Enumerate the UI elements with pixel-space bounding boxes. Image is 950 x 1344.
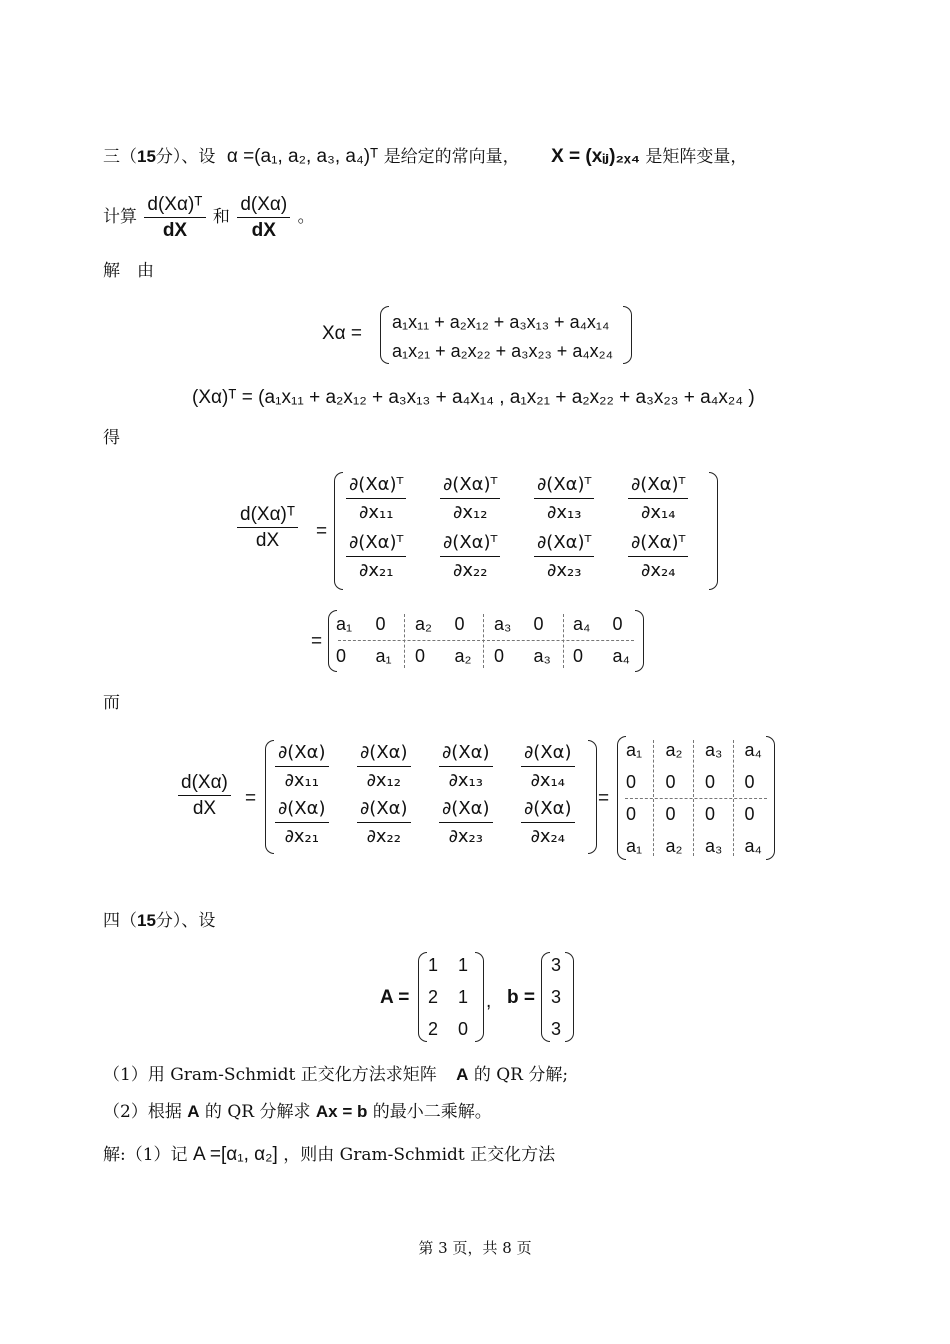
deriv2-result-matrix <box>617 736 775 860</box>
vector-entry: 3 <box>551 955 562 975</box>
deriv2-lhs: $\frac{d(X\alpha)}{dX}$ <box>176 773 233 818</box>
Xalpha-transpose: (Xα)ᵀ = (a₁x₁₁ + a₂x₁₂ + a₃x₁₃ + a₄x₁₄ , a₁x₂₁ + a₂x₂₂ + a₃x₂₃ + a₄x₂₄ ) <box>192 387 755 408</box>
partial-derivative: $\frac{\text{∂(Xα)ᵀ}}{\text{∂x₂₃}}$ <box>532 532 596 581</box>
matrix-entry: 0 <box>336 646 347 666</box>
matrix-entry: 0 <box>744 772 755 792</box>
partial-derivative: $\frac{\partial(X\alpha)}{\text{∂x₁₄}}$ <box>519 742 577 791</box>
matrix-entry: 1 <box>428 955 439 975</box>
problem4-statement: 四（15分）、设 <box>103 911 216 931</box>
matrix-entry: 0 <box>458 1019 469 1039</box>
matrix-entry: 2 <box>428 987 439 1007</box>
problem3-compute: 计算 $\frac{\text{d(Xα)ᵀ}}{dX}$ 和 $\frac{d(X\alpha)}{dX}$ 。 <box>103 194 315 241</box>
deriv1-result-matrix <box>328 610 644 672</box>
Xalpha-label: Xα = <box>322 323 363 344</box>
problem4-solution-intro: 解:（1）记 A =[α₁, α₂] ，则由 Gram-Schmidt 正交化方法 <box>103 1144 556 1165</box>
partial-derivative: $\frac{\text{∂(Xα)ᵀ}}{\text{∂x₁₂}}$ <box>438 474 502 523</box>
partial-derivative: $\frac{\partial(X\alpha)}{\text{∂x₂₃}}$ <box>437 798 495 847</box>
matrix-entry: a₁ <box>375 646 392 666</box>
matrix-entry: 1 <box>458 987 469 1007</box>
matrix-entry: 0 <box>573 646 584 666</box>
matrix-entry: 0 <box>454 614 465 634</box>
A-label: A = <box>380 987 410 1008</box>
matrix-entry: a₃ <box>705 740 723 760</box>
matrix-entry: a₁ <box>626 836 643 856</box>
matrix-entry: 0 <box>744 804 755 824</box>
partial-derivative: $\frac{\partial(X\alpha)}{\text{∂x₁₂}}$ <box>355 742 413 791</box>
matrix-entry: a₃ <box>494 614 512 634</box>
fraction-dXaT-dX: $\frac{\text{d(Xα)ᵀ}}{dX}$ <box>144 195 205 240</box>
matrix-entry: 0 <box>626 804 637 824</box>
matrix-entry: 0 <box>665 804 676 824</box>
partial-derivative: $\frac{\partial(X\alpha)}{\text{∂x₁₁}}$ <box>273 742 331 791</box>
matrix-entry: a₄ <box>612 646 630 666</box>
Xalpha-matrix: a₁x₁₁ + a₂x₁₂ + a₃x₁₃ + a₄x₁₄ a₁x₂₁ + a₂x₂₂ + a₃x₂₃ + a₄x₂₄ <box>380 306 632 364</box>
partial-derivative: $\frac{\text{∂(Xα)ᵀ}}{\text{∂x₂₁}}$ <box>344 532 408 581</box>
matrix-entry: 2 <box>428 1019 439 1039</box>
vector-entry: 3 <box>551 987 562 1007</box>
document-page: 三（15分）、设 α =(a₁, a₂, a₃, a₄)ᵀ 是给定的常向量， X = (xᵢⱼ)₂ₓ₄ 是矩阵变量， 计算 $\frac{\text{d(Xα)ᵀ}}{dX}$ 和 $\frac{d(X\alpha)}{dX}$ 。 解 由 Xα = a₁x₁₁ + a₂x₁₂ + a₃x₁₃ + a₄x₁₄ a₁x₂₁ + a₂x₂₂ + a₃x₂₃ + a₄x₂₄ (Xα)ᵀ = (a₁x₁₁ + a₂x₁₂ + a₃x₁₃ + a₄x₁₄ , a₁x₂₁ + a₂x₂₂ + a₃x₂₃ + a₄x₂₄ ) 得 $\frac{\text{d(Xα)ᵀ}}{dX}$ = $\frac{\text{∂(Xα)ᵀ}}{\text{∂x₁₁}}$ $\frac{\text{∂(Xα)ᵀ}}{\text{∂x₁₂}}$ $\frac{\text{∂(Xα)ᵀ}}{\text{∂x₁₃}}$ $\frac{\text{∂(Xα)ᵀ}}{\text{∂x₁₄}}$ $\frac{\text{∂(Xα)ᵀ}}{\text{∂x₂₁}}$ $\frac{\text{∂(Xα)ᵀ}}{\text{∂x₂₂}}$ $\frac{\text{∂(Xα)ᵀ}}{\text{∂x₂₃}}$ $\frac{\text{∂(Xα)ᵀ}}{\text{∂x₂₄}}$ = a₁ 0 a₂ 0 a₃ 0 a₄ 0 0 a₁ 0 a₂ 0 a₃ 0 a₄ 而 $\frac{d(X\alpha)}{dX}$ = $\frac{\partial(X\alpha)}{\text{∂x₁₁}}$ $\frac{\partial(X\alpha)}{\text{∂x₁₂}}$ $\frac{\partial(X\alpha)}{\text{∂x₁₃}}$ $\frac{\partial(X\alpha)}{\text{∂x₁₄}}$ $\frac{\partial(X\alpha)}{\text{∂x₂₁}}$ $\frac{\partial(X\alpha)}{\text{∂x₂₂}}$ $\frac{\partial(X\alpha)}{\text{∂x₂₃}}$ $\frac{\partial(X\alpha)}{\text{∂x₂₄}}$ = a₁ a₂ a₃ a₄ 0 0 0 0 0 0 0 0 a₁ a₂ a₃ a₄ 四（15分）、设 A = 1 1 2 1 2 0 , b = 3 3 3 （1）用 Gram-Schmidt 正交化方法求矩阵 A 的 QR 分解; （2）根据 A 的 QR 分解求 Ax = b 的最小二乘解。 解:（1）记 A =[α₁, α₂] ，则由 Gram-Schmidt 正交化方法 第 3 页，共 8 页 <box>0 0 950 1344</box>
matrix-entry: 0 <box>705 772 716 792</box>
matrix-entry: 0 <box>705 804 716 824</box>
partial-derivative: $\frac{\text{∂(Xα)ᵀ}}{\text{∂x₁₁}}$ <box>344 474 408 523</box>
text-er: 而 <box>103 693 120 713</box>
fraction-dXa-dX: $\frac{d(X\alpha)}{dX}$ <box>237 195 290 240</box>
A-matrix <box>418 952 484 1042</box>
matrix-entry: 0 <box>626 772 637 792</box>
matrix-entry: 0 <box>375 614 386 634</box>
matrix-entry: 0 <box>533 614 544 634</box>
matrix-entry: a₁ <box>336 614 353 634</box>
partial-derivative: $\frac{\partial(X\alpha)}{\text{∂x₁₃}}$ <box>437 742 495 791</box>
X-definition: X = (xᵢⱼ)₂ₓ₄ <box>551 146 640 167</box>
matrix-entry: a₂ <box>665 836 683 856</box>
partial-derivative: $\frac{\text{∂(Xα)ᵀ}}{\text{∂x₂₄}}$ <box>626 532 690 581</box>
matrix-entry: a₃ <box>533 646 551 666</box>
matrix-entry: 1 <box>458 955 469 975</box>
partial-derivative: $\frac{\partial(X\alpha)}{\text{∂x₂₂}}$ <box>355 798 413 847</box>
matrix-entry: a₁ <box>626 740 643 760</box>
deriv2-partials-matrix <box>265 740 597 854</box>
matrix-entry: a₂ <box>415 614 432 634</box>
partial-derivative: $\frac{\partial(X\alpha)}{\text{∂x₂₄}}$ <box>519 798 577 847</box>
matrix-entry: 0 <box>665 772 676 792</box>
page-footer: 第 3 页，共 8 页 <box>418 1239 532 1257</box>
matrix-entry: a₄ <box>573 614 591 634</box>
deriv1-partials-matrix <box>334 472 718 590</box>
problem4-q1: （1）用 Gram-Schmidt 正交化方法求矩阵 A 的 QR 分解; <box>103 1065 569 1085</box>
matrix-entry: a₄ <box>744 836 762 856</box>
matrix-entry: a₃ <box>705 836 723 856</box>
matrix-entry: 0 <box>494 646 505 666</box>
partial-derivative: $\frac{\text{∂(Xα)ᵀ}}{\text{∂x₁₄}}$ <box>626 474 690 523</box>
partial-derivative: $\frac{\partial(X\alpha)}{\text{∂x₂₁}}$ <box>273 798 331 847</box>
matrix-entry: a₂ <box>665 740 683 760</box>
partial-derivative: $\frac{\text{∂(Xα)ᵀ}}{\text{∂x₁₃}}$ <box>532 474 596 523</box>
vector-entry: 3 <box>551 1019 562 1039</box>
alpha-definition: α =(a₁, a₂, a₃, a₄)ᵀ <box>226 146 379 167</box>
b-label: b = <box>507 987 535 1008</box>
matrix-entry: a₂ <box>454 646 472 666</box>
matrix-entry: 0 <box>612 614 623 634</box>
text-de: 得 <box>103 428 120 448</box>
matrix-entry: 0 <box>415 646 426 666</box>
problem4-q2: （2）根据 A 的 QR 分解求 Ax = b 的最小二乘解。 <box>103 1102 492 1122</box>
deriv1-lhs: $\frac{\text{d(Xα)ᵀ}}{dX}$ <box>235 505 300 550</box>
matrix-entry: a₄ <box>744 740 762 760</box>
solution-intro: 解 由 <box>103 261 154 281</box>
partial-derivative: $\frac{\text{∂(Xα)ᵀ}}{\text{∂x₂₂}}$ <box>438 532 502 581</box>
b-vector <box>541 952 574 1042</box>
problem3-statement: 三（15分）、设 α =(a₁, a₂, a₃, a₄)ᵀ 是给定的常向量， X = (xᵢⱼ)₂ₓ₄ 是矩阵变量， <box>103 146 748 167</box>
